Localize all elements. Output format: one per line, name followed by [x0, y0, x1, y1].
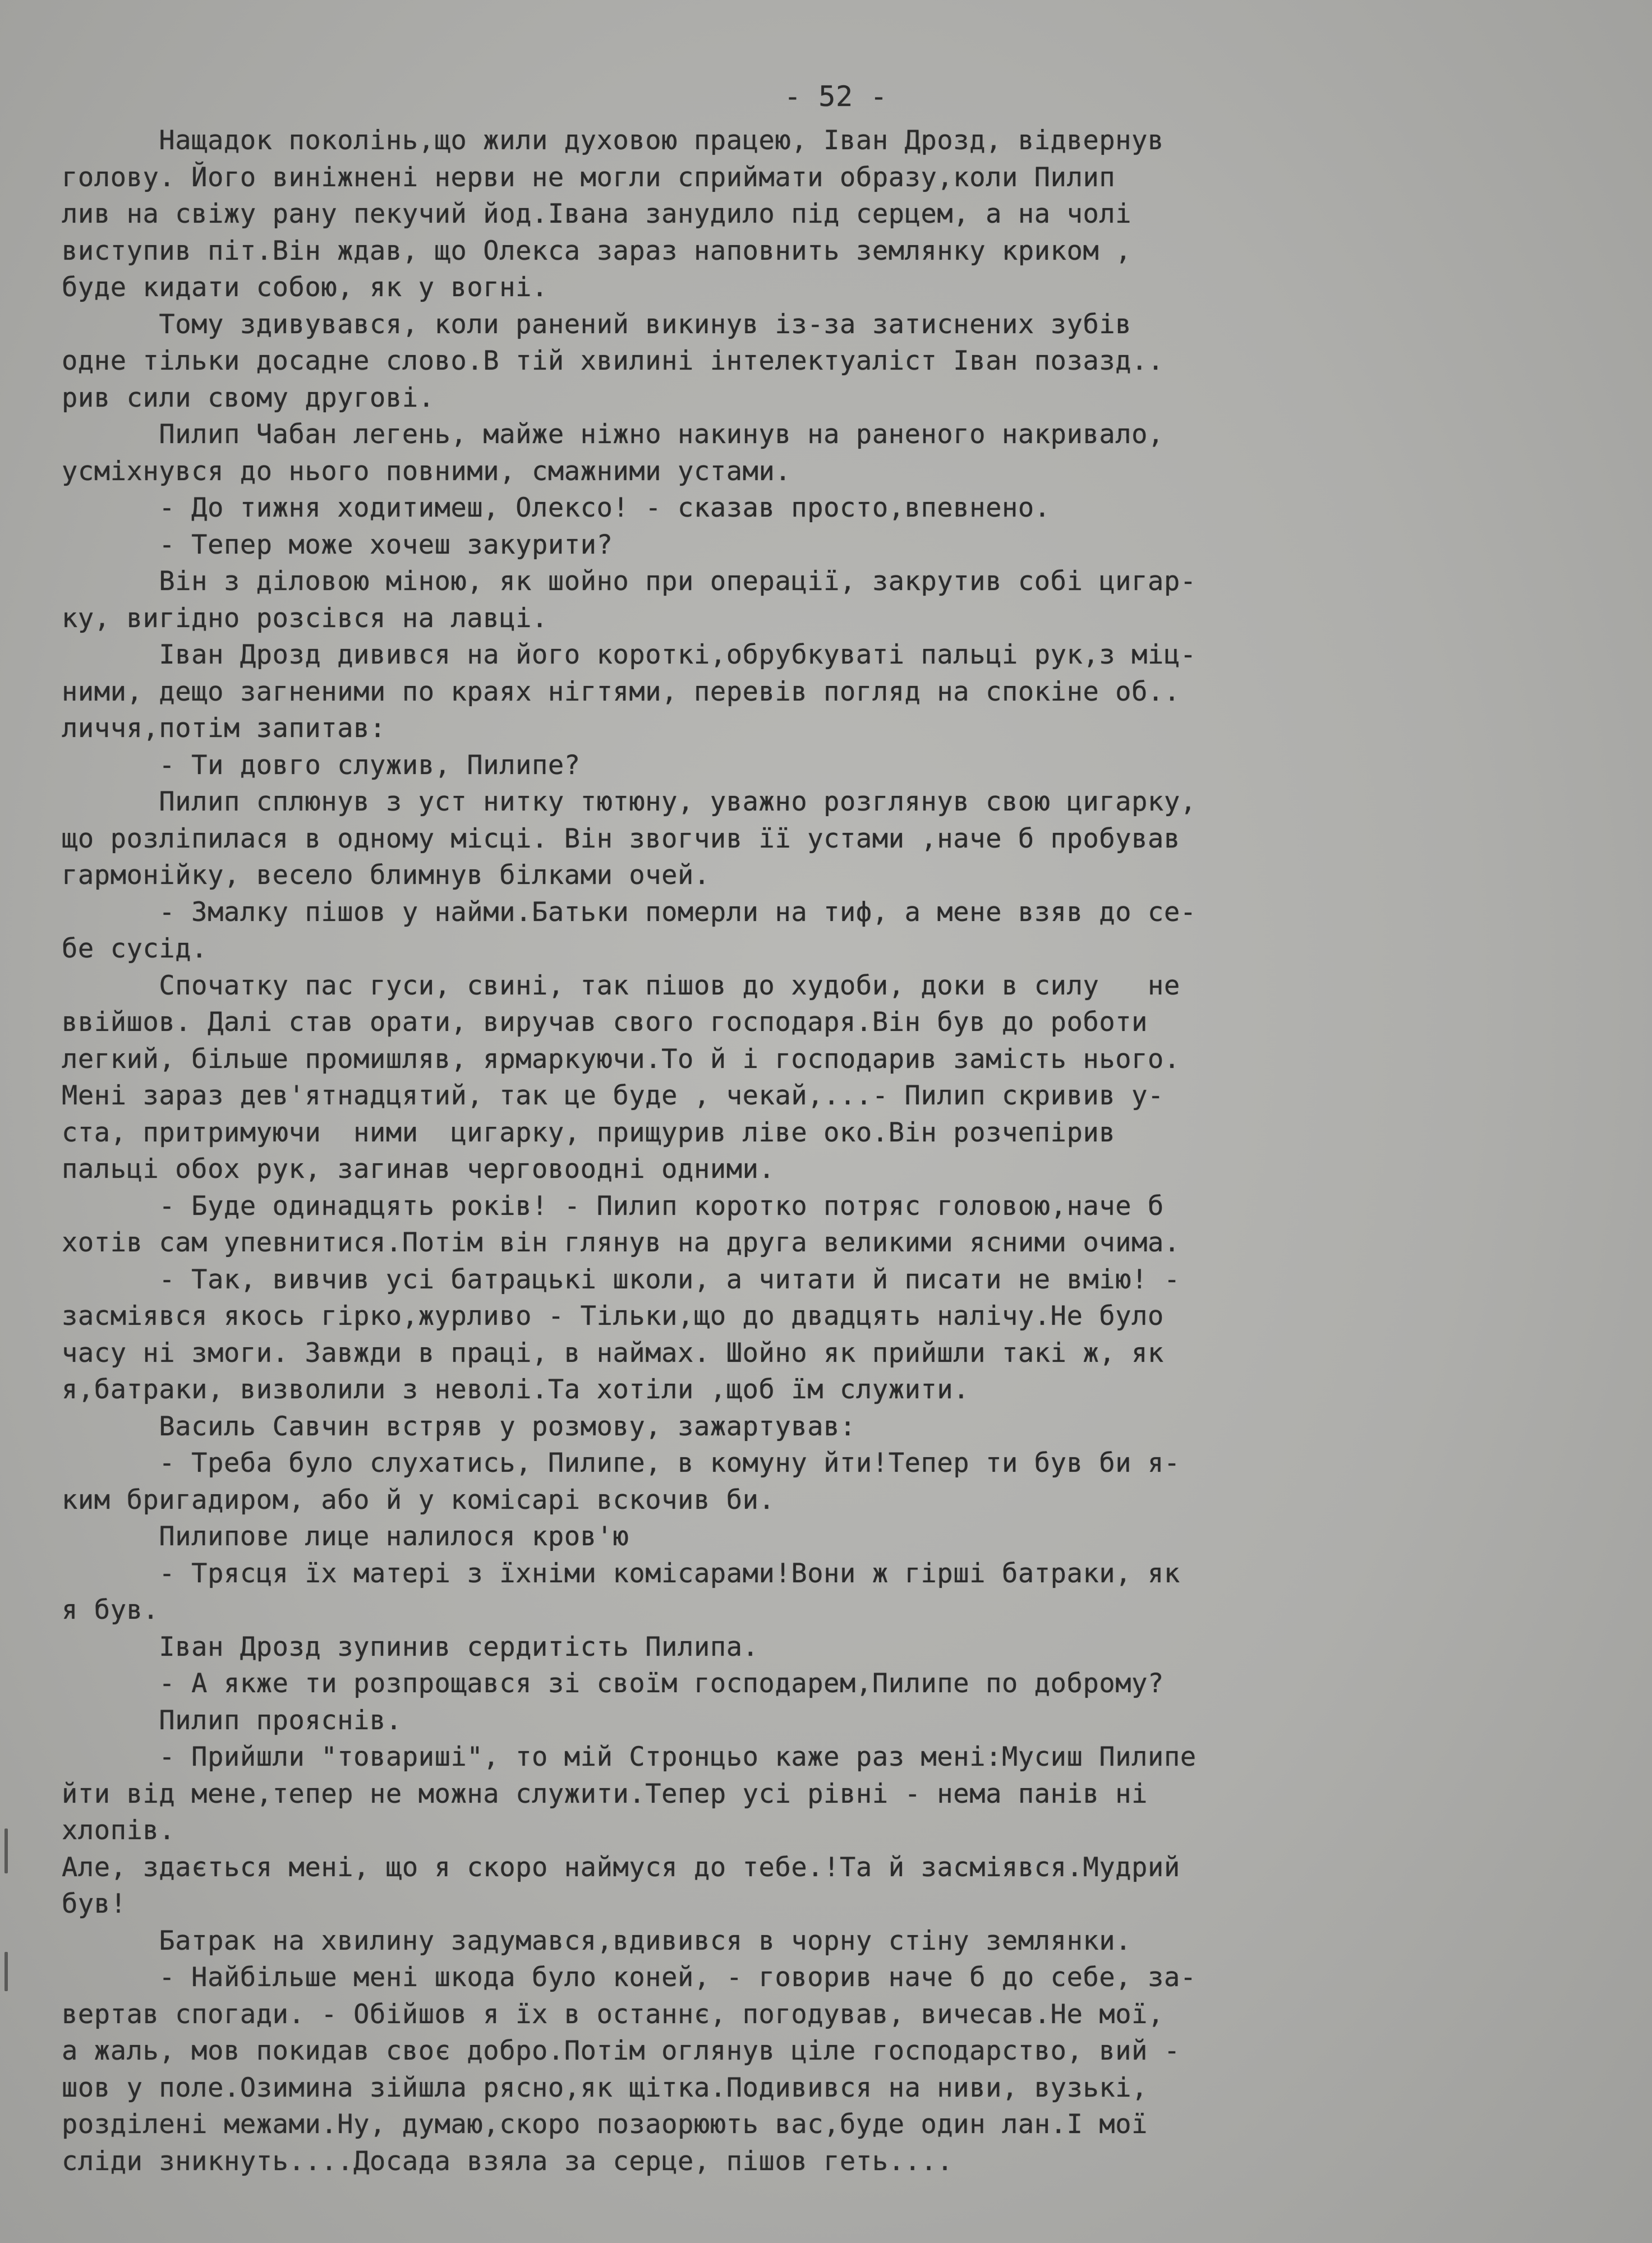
- text-line: - Найбільше мені шкода було коней, - говорив наче б до себе, за-: [62, 1962, 1197, 1993]
- text-line: Пилип Чабан легень, майже ніжно накинув на раненого накривало,: [62, 419, 1164, 450]
- text-line: усміхнувся до нього повними, смажними устами.: [62, 455, 792, 487]
- text-line: - А якже ти розпрощався зі своїм господарем,Пилипе по доброму?: [62, 1668, 1164, 1699]
- text-line: ким бригадиром, або й у комісарі вскочив би.: [62, 1484, 775, 1516]
- text-line: розділені межами.Ну, думаю,скоро позаорюють вас,буде один лан.І мої: [62, 2109, 1148, 2140]
- text-line: йти від мене,тепер не можна служити.Тепер усі рівні - нема панів ні: [62, 1778, 1148, 1809]
- text-line: - Змалку пішов у найми.Батьки померли на тиф, а мене взяв до се-: [62, 896, 1197, 928]
- text-line: ними, дещо загненими по краях нігтями, перевів погляд на спокіне об..: [62, 676, 1180, 707]
- text-line: одне тільки досадне слово.В тій хвилині інтелектуаліст Іван позазд..: [62, 346, 1164, 376]
- typewritten-text: [62, 79, 1610, 2180]
- text-line: хлопів.: [62, 1815, 176, 1846]
- page-number: - 52 -: [784, 80, 888, 113]
- text-line: рив сили свому другові.: [62, 382, 435, 413]
- text-line: Тому здивувався, коли ранений викинув із-за затиснених зубів: [62, 308, 1132, 340]
- page-edge-mark: [4, 1829, 8, 1873]
- text-line: засміявся якось гірко,журливо - Тільки,що до двадцять налічу.Не було: [62, 1301, 1164, 1332]
- text-line: Іван Дрозд зупинив сердитість Пилипа.: [62, 1631, 759, 1662]
- text-line: буде кидати собою, як у вогні.: [62, 272, 548, 303]
- text-line: виступив піт.Він ждав, що Олекса зараз наповнить землянку криком ,: [62, 235, 1132, 266]
- text-line: що розліпилася в одному місці. Він звогчив її устами ,наче б пробував: [62, 823, 1180, 854]
- text-line: вертав спогади. - Обійшов я їх в останнє, погодував, вичесав.Не мої,: [62, 1998, 1164, 2030]
- text-line: личчя,потім запитав:: [62, 713, 386, 744]
- text-line: я,батраки, визволили з неволі.Та хотіли ,щоб їм служити.: [62, 1374, 970, 1405]
- text-line: ввійшов. Далі став орати, виручав свого господаря.Він був до роботи: [62, 1007, 1148, 1038]
- text-line: сліди зникнуть....Досада взяла за серце, пішов геть....: [62, 2145, 954, 2177]
- text-line: Іван Дрозд дивився на його короткі,обрубкуваті пальці рук,з міц-: [62, 639, 1197, 670]
- page-edge-mark: [4, 1952, 8, 1991]
- text-line: Спочатку пас гуси, свині, так пішов до худоби, доки в силу не: [62, 970, 1180, 1001]
- text-line: Пилип сплюнув з уст нитку тютюну, уважно розглянув свою цигарку,: [62, 786, 1197, 817]
- text-line: ста, притримуючи ними цигарку, прищурив ліве око.Він розчепірив: [62, 1117, 1116, 1148]
- text-line: бе сусід.: [62, 933, 208, 964]
- text-line: Василь Савчин встряв у розмову, зажартував:: [62, 1411, 856, 1442]
- text-line: ку, вигідно розсівся на лавці.: [62, 602, 548, 634]
- text-line: - Тепер може хочеш закурити?: [62, 529, 613, 560]
- text-line: - Прийшли "товариші", то мій Стронцьо каже раз мені:Мусиш Пилипе: [62, 1742, 1197, 1772]
- text-line: - Буде одинадцять років! - Пилип коротко потряс головою,наче б: [62, 1190, 1164, 1222]
- text-line: Пилип прояснів.: [62, 1705, 402, 1736]
- text-line: Але, здається мені, що я скоро наймуся до тебе.!Та й засміявся.Мудрий: [62, 1851, 1180, 1883]
- text-line: легкий, більше промишляв, ярмаркуючи.То й і господарив замість нього.: [62, 1043, 1180, 1075]
- text-line: був!: [62, 1889, 127, 1919]
- text-lines: [62, 122, 1610, 2180]
- text-line: Він з діловою міною, як шойно при операції, закрутив собі цигар-: [62, 566, 1197, 597]
- text-line: а жаль, мов покидав своє добро.Потім оглянув ціле господарство, вий -: [62, 2035, 1180, 2066]
- text-line: шов у поле.Озимина зійшла рясно,як щітка.Подивився на ниви, вузькі,: [62, 2072, 1148, 2103]
- text-line: хотів сам упевнитися.Потім він глянув на друга великими ясними очима.: [62, 1227, 1180, 1258]
- text-line: - Ти довго служив, Пилипе?: [62, 749, 581, 781]
- text-line: - Трясця їх матері з їхніми комісарами!Вони ж гірші батраки, як: [62, 1558, 1180, 1589]
- text-line: Нащадок поколінь,що жили духовою працею, Іван Дрозд, відвернув: [62, 125, 1164, 156]
- text-line: Пилипове лице налилося кров'ю: [62, 1521, 629, 1552]
- text-line: лив на свіжу рану пекучий йод.Івана занудило під серцем, а на чолі: [62, 199, 1132, 229]
- text-line: Мені зараз дев'ятнадцятий, так це буде , чекай,...- Пилип скривив у-: [62, 1080, 1164, 1111]
- text-line: - До тижня ходитимеш, Олексо! - сказав просто,впевнено.: [62, 492, 1051, 523]
- text-line: голову. Його виніжнені нерви не могли сприймати образу,коли Пилип: [62, 162, 1116, 193]
- text-line: часу ні змоги. Завжди в праці, в наймах. Шойно як прийшли такі ж, як: [62, 1337, 1164, 1369]
- text-line: гармонійку, весело блимнув білками очей.: [62, 860, 710, 891]
- text-line: - Так, вивчив усі батрацькі школи, а читати й писати не вмію! -: [62, 1264, 1180, 1295]
- text-line: пальці обох рук, загинав черговоодні одними.: [62, 1154, 775, 1185]
- text-line: Батрак на хвилину задумався,вдивився в чорну стіну землянки.: [62, 1925, 1132, 1956]
- text-line: - Треба було слухатись, Пилипе, в комуну йти!Тепер ти був би я-: [62, 1448, 1180, 1479]
- text-line: я був.: [62, 1595, 159, 1625]
